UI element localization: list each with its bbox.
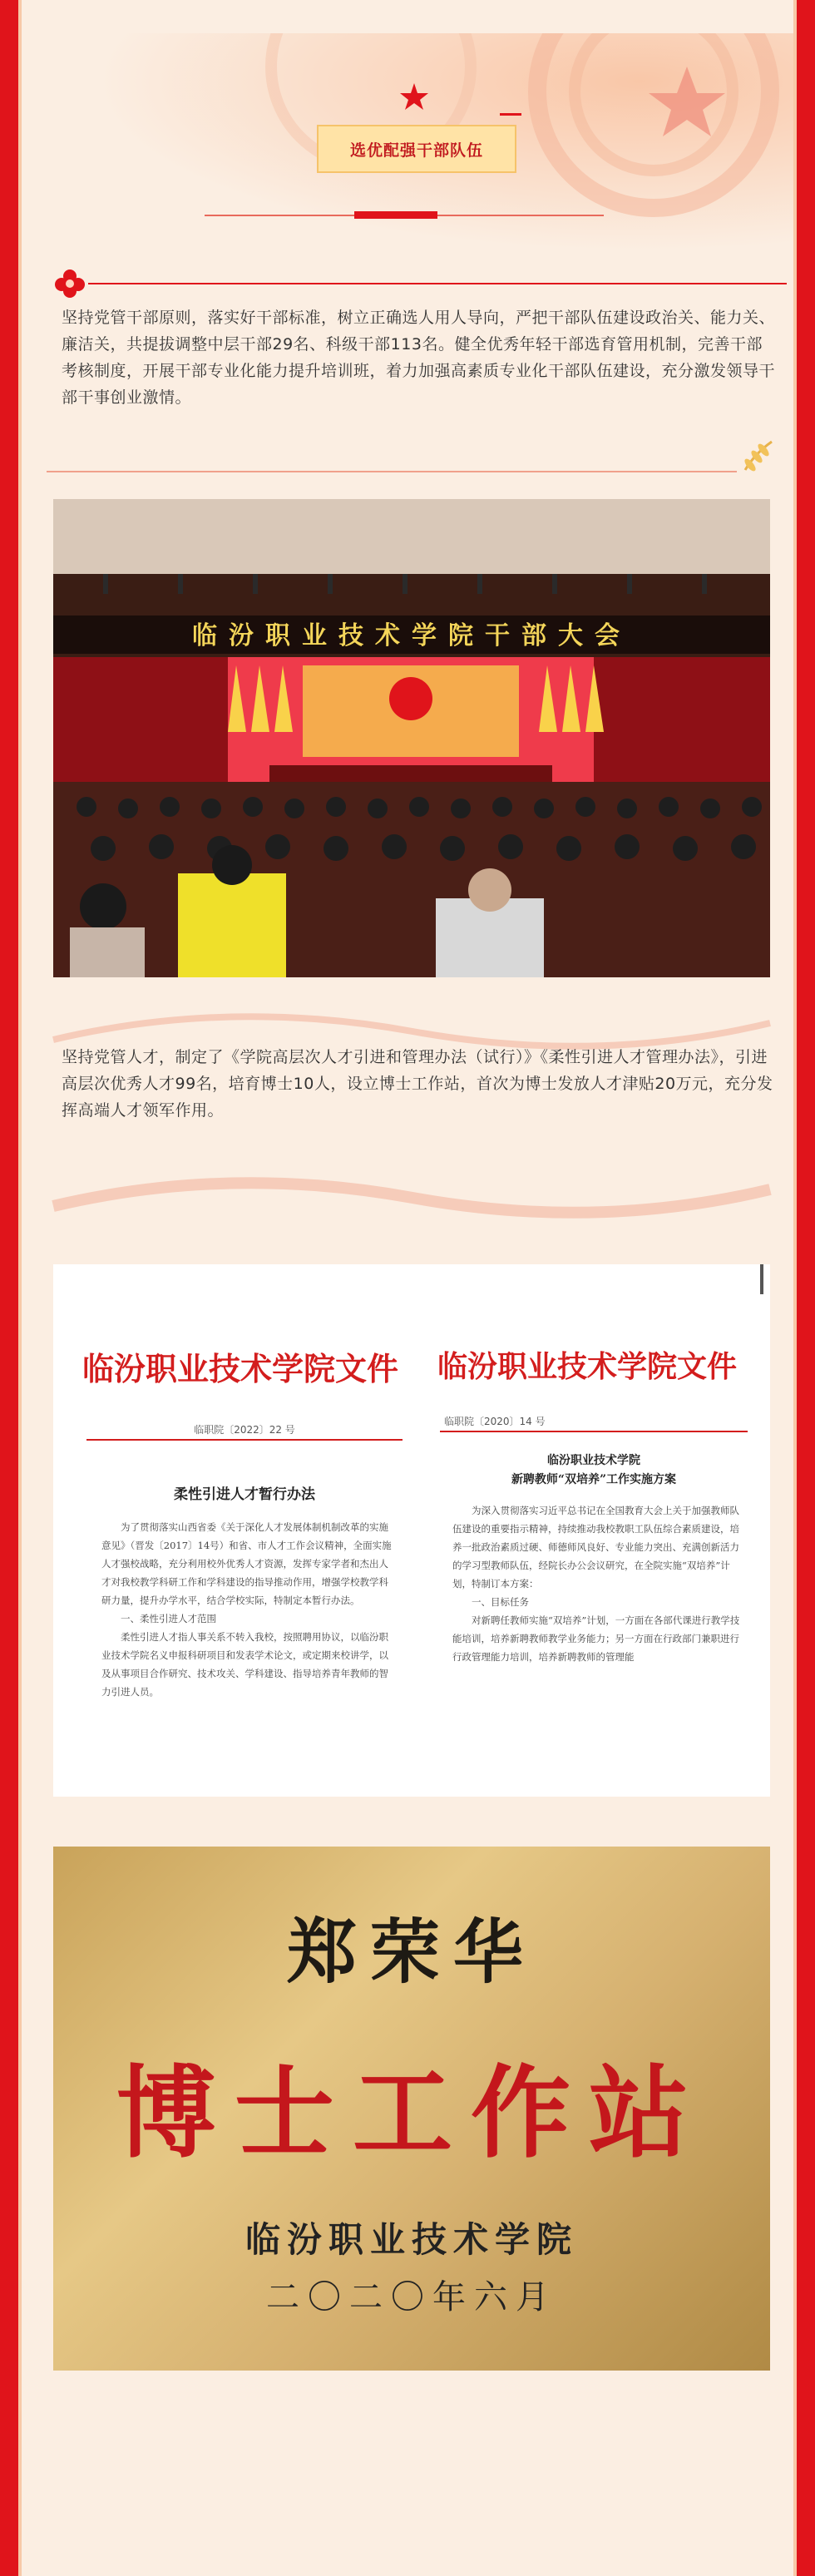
plaque-date: 二〇二〇年六月 [266, 2278, 557, 2316]
doc2-title-line2: 新聘教师“双培养”工作实施方案 [511, 1473, 677, 1486]
doc1-header: 临汾职业技术学院文件 [82, 1350, 399, 1387]
doc2-body-p2: 一、目标任务 [472, 1596, 529, 1608]
doc2-rule [440, 1431, 748, 1432]
flower-icon [53, 266, 86, 299]
section-title: 选优配强干部队伍 [349, 141, 483, 160]
doc2-body-p1: 为深入贯彻落实习近平总书记在全国教育大会上关于加强教师队伍建设的重要指示精神，持续推动我校教职工队伍综合素质建设，培养一批政治素质过硬、师德师风良好、专业能力突出、充满创新活力的学习型教师队伍，经院长办公会议研究，在全院实施“双培养”计划，特制订本方案： [452, 1505, 739, 1590]
plaque-institution: 临汾职业技术学院 [244, 2219, 578, 2260]
paragraph1-bottom-rule [47, 471, 737, 472]
doc1-body-p2: 一、柔性引进人才范围 [121, 1613, 216, 1624]
doc2-header: 临汾职业技术学院文件 [437, 1349, 738, 1384]
doc2-title-line1: 临汾职业技术学院 [547, 1454, 640, 1467]
doc2-body [452, 1501, 743, 1666]
doc1-number: 临职院〔2022〕22 号 [194, 1424, 295, 1436]
doc1-body-p3: 柔性引进人才指人事关系不转入我校，按照聘用协议，以临汾职业技术学院名义申报科研项目和发表学术论文，或定期来校讲学，以及从事项目合作研究、技术攻关、学科建设、指导培养青年教师的智力引进人员。 [101, 1631, 388, 1698]
wheat-icon [738, 437, 777, 475]
paragraph1-top-rule [88, 283, 787, 284]
doc2-number: 临职院〔2020〕14 号 [444, 1416, 546, 1427]
plaque-station: 博士工作站 [116, 2054, 707, 2172]
doc2-body-p3: 对新聘任教师实施“双培养”计划，一方面在各部代课进行教学技能培训，培养新聘教师教学业务能力；另一方面在行政部门兼职进行行政管理能力培训，培养新聘教师的管理能 [452, 1614, 740, 1663]
meeting-photo [53, 499, 770, 977]
doctoral-workstation-plaque [53, 1847, 770, 2371]
title-underline-accent [354, 211, 437, 219]
section-title-box [317, 125, 516, 173]
plaque-name: 郑荣华 [286, 1911, 536, 1993]
doc1-body-p1: 为了贯彻落实山西省委《关于深化人才发展体制机制改革的实施意见》（晋发〔2017〕14号）和省、市人才工作会议精神，全面实施人才强校战略，充分利用校外优秀人才资源，发挥专家学者和杰出人才对我校教学科研工作和学科建设的指导推动作用，增强学校教学科研力量，提升办学水平，结合学校实际，特制定本暂行办法。 [101, 1521, 392, 1606]
paragraph-cadre-selection: 坚持党管干部原则，落实好干部标准，树立正确选人用人导向，严把干部队伍建设政治关、能力关、廉洁关，共提拔调整中层干部29名、科级干部113名。健全优秀年轻干部选育管用机制，完善干部考核制度，开展干部专业化能力提升培训班，着力加强高素质专业化干部队伍建设，充分激发领导干部干事创业激情。 [62, 309, 776, 407]
documents-image [53, 1264, 770, 1797]
meeting-banner: 临汾职业技术学院干部大会 [192, 621, 631, 650]
scrollbar[interactable] [760, 1264, 763, 1294]
doc1-body [101, 1518, 393, 1701]
doc1-rule [86, 1439, 403, 1441]
doc1-title: 柔性引进人才暂行办法 [174, 1486, 315, 1503]
page-frame [18, 0, 797, 2576]
paragraph-talent: 坚持党管人才，制定了《学院高层次人才引进和管理办法（试行）》《柔性引进人才管理办法》，引进高层次优秀人才99名，培育博士10人，设立博士工作站，首次为博士发放人才津贴20万元，充分发挥高端人才领军作用。 [62, 1048, 773, 1120]
